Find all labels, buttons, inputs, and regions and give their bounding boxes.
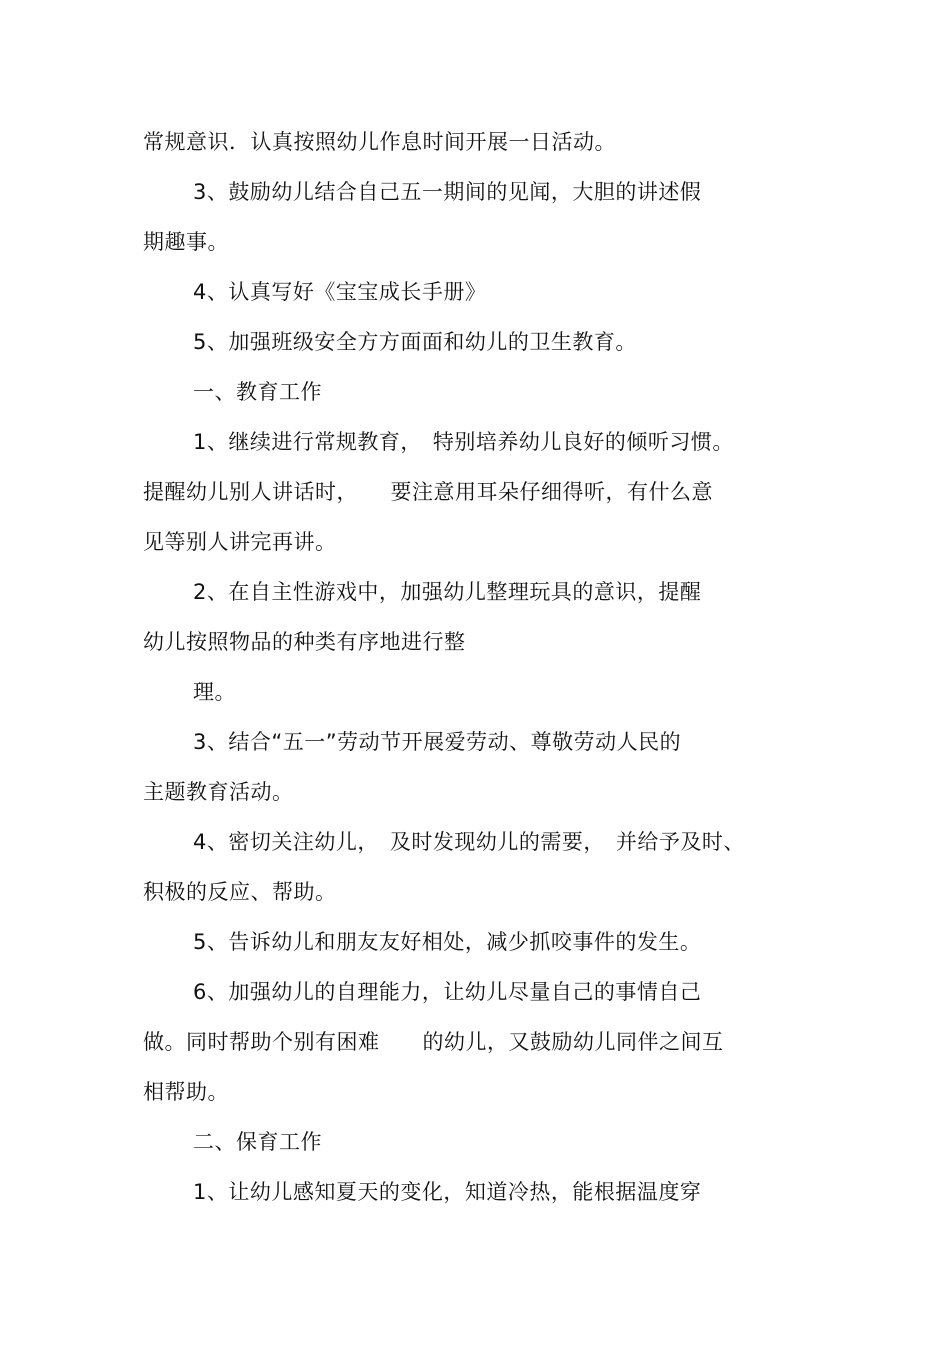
text-line-18: 6、加强幼儿的自理能力，让幼儿尽量自己的事情自己 [193,980,702,1004]
text-line-12: 理。 [193,680,236,704]
text-line-2: 3、鼓励幼儿结合自己五一期间的见闻，大胆的讲述假 [193,180,702,204]
text-line-11: 幼儿按照物品的种类有序地进行整 [143,630,466,654]
text-line-9: 见等别人讲完再讲。 [143,530,337,554]
text-line-14: 主题教育活动。 [143,780,294,804]
text-line-5: 5、加强班级安全方方面面和幼儿的卫生教育。 [193,330,637,354]
text-line-10: 2、在自主性游戏中，加强幼儿整理玩具的意识，提醒 [193,580,702,604]
text-line-4: 4、认真写好《宝宝成长手册》 [193,280,487,304]
text-line-15: 4、密切关注幼儿， 及时发现幼儿的需要， 并给予及时、 [193,830,745,854]
section-heading-education: 一、教育工作 [193,380,322,404]
section-heading-care: 二、保育工作 [193,1130,322,1154]
text-line-13: 3、结合“五一”劳动节开展爱劳动、尊敬劳动人民的 [193,730,682,754]
text-line-17: 5、告诉幼儿和朋友友好相处，减少抓咬事件的发生。 [193,930,702,954]
text-line-3: 期趣事。 [143,230,229,254]
text-line-16: 积极的反应、帮助。 [143,880,337,904]
text-line-7: 1、继续进行常规教育， 特别培养幼儿良好的倾听习惯。 [193,430,734,454]
text-line-20: 相帮助。 [143,1080,229,1104]
text-line-19: 做。同时帮助个别有困难 的幼儿，又鼓励幼儿同伴之间互 [143,1030,724,1054]
text-line-22: 1、让幼儿感知夏天的变化，知道冷热，能根据温度穿 [193,1180,702,1204]
text-line-8: 提醒幼儿别人讲话时， 要注意用耳朵仔细得听，有什么意 [143,480,713,504]
text-line-1: 常规意识．认真按照幼儿作息时间开展一日活动。 [143,130,616,154]
